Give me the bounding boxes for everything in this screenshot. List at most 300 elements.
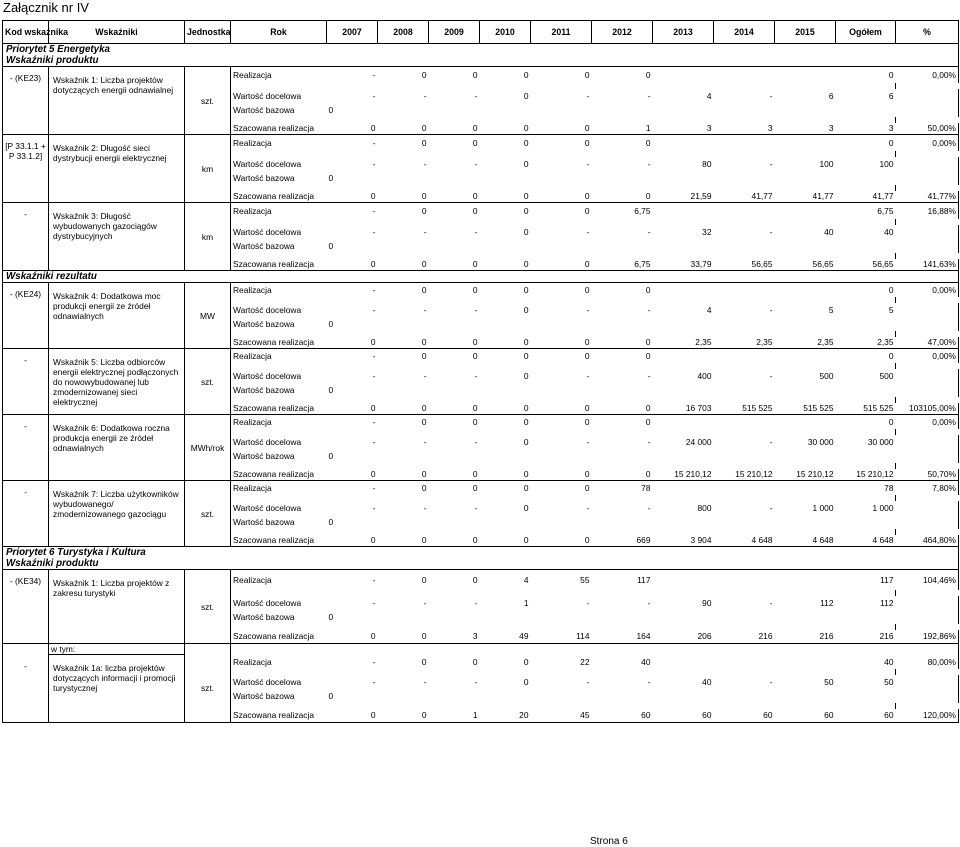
cell-value: 117: [880, 574, 894, 585]
cell-value: 0: [429, 191, 480, 203]
cell-value: -: [769, 502, 773, 513]
cell-value: [896, 689, 959, 703]
cell-value: -: [423, 90, 427, 101]
cell-value: [775, 239, 836, 253]
cell-value: 0: [429, 469, 480, 481]
cell-value: [836, 317, 896, 331]
cell-value: [896, 103, 959, 117]
cell-value: -: [372, 284, 376, 295]
cell-value: -: [474, 304, 478, 315]
row-label: Wartość bazowa: [233, 611, 295, 622]
cell-value: 0: [472, 574, 478, 585]
row-label: Realizacja: [233, 137, 272, 148]
header-cell: 2009: [429, 21, 480, 44]
cell-value: 0: [531, 259, 592, 271]
section-title: Wskaźniki produktu: [3, 558, 959, 570]
cell-value: 112: [880, 597, 894, 608]
table-row: [3, 570, 959, 590]
cell-value: -: [372, 436, 376, 447]
cell-value: 90: [702, 597, 712, 608]
cell-value: 0: [531, 403, 592, 415]
cell-value: 50,00%: [896, 123, 959, 135]
cell-value: -: [769, 304, 773, 315]
cell-value: [896, 225, 959, 239]
cell-value: 0: [523, 482, 529, 493]
row-label: Wartość bazowa: [233, 384, 295, 395]
cell-value: 5: [888, 304, 894, 315]
cell-value: -: [647, 90, 651, 101]
indicator-name: Wskaźnik 6: Dodatkowa roczna produkcja energii ze źródeł odnawialnych: [49, 415, 185, 481]
cell-value: [896, 501, 959, 515]
cell-value: 0: [888, 284, 894, 295]
section-title: Priorytet 5 Energetyka: [3, 44, 959, 56]
cell-value: 41,77: [714, 191, 775, 203]
cell-value: 0: [421, 350, 427, 361]
cell-value: -: [372, 370, 376, 381]
indicator-unit: szt.: [185, 349, 231, 415]
cell-value: 112: [820, 597, 834, 608]
cell-value: 0: [584, 69, 590, 80]
cell-value: 0: [328, 172, 334, 183]
cell-value: 0: [421, 284, 427, 295]
cell-value: -: [647, 597, 651, 608]
cell-value: -: [474, 676, 478, 687]
cell-value: 515 525: [836, 403, 896, 415]
cell-value: 16,88%: [896, 203, 959, 219]
cell-value: -: [474, 90, 478, 101]
cell-value: [775, 383, 836, 397]
cell-value: 0: [888, 137, 894, 148]
cell-value: [429, 317, 480, 331]
cell-value: [531, 449, 592, 463]
cell-value: [592, 239, 653, 253]
row-label: Wartość bazowa: [233, 240, 295, 251]
cell-value: 6,75: [877, 205, 894, 216]
cell-value: [714, 655, 775, 669]
table-row: [3, 655, 959, 669]
cell-value: -: [372, 502, 376, 513]
cell-value: -: [372, 482, 376, 493]
cell-value: 60: [653, 709, 714, 723]
cell-value: 0: [531, 191, 592, 203]
cell-value: [836, 103, 896, 117]
cell-value: 45: [531, 709, 592, 723]
row-label: Realizacja: [233, 205, 272, 216]
cell-value: 0: [328, 104, 334, 115]
cell-value: [592, 317, 653, 331]
cell-value: [653, 655, 714, 669]
cell-value: 0: [592, 191, 653, 203]
cell-value: [896, 435, 959, 449]
cell-value: [775, 570, 836, 590]
cell-value: -: [586, 158, 590, 169]
section-row: [3, 271, 959, 283]
header-cell: 2011: [531, 21, 592, 44]
cell-value: 114: [531, 630, 592, 644]
cell-value: 216: [836, 630, 896, 644]
cell-value: [531, 239, 592, 253]
cell-value: [592, 689, 653, 703]
cell-value: 0: [378, 403, 429, 415]
cell-value: [836, 171, 896, 185]
section-title: Wskaźniki rezultatu: [3, 271, 959, 283]
cell-value: [896, 515, 959, 529]
cell-value: [775, 283, 836, 297]
cell-value: [775, 449, 836, 463]
cell-value: 0: [429, 259, 480, 271]
cell-value: 0: [584, 482, 590, 493]
indicator-code: - (KE24): [3, 283, 49, 349]
cell-value: 16 703: [653, 403, 714, 415]
indicator-name: Wskaźnik 1: Liczba projektów z zakresu turystyki: [49, 570, 185, 644]
cell-value: 3 904: [653, 535, 714, 547]
cell-value: 24 000: [685, 436, 712, 447]
row-label: Realizacja: [233, 656, 272, 667]
cell-value: [653, 481, 714, 495]
cell-value: 0,00%: [896, 135, 959, 151]
cell-value: 0: [645, 137, 651, 148]
cell-value: [714, 481, 775, 495]
cell-value: 0: [328, 318, 334, 329]
cell-value: 1: [592, 123, 653, 135]
row-label: Wartość bazowa: [233, 450, 295, 461]
row-label: Szacowana realizacja: [231, 403, 327, 415]
cell-value: 0: [523, 676, 529, 687]
row-label: Wartość bazowa: [233, 690, 295, 701]
cell-value: [714, 689, 775, 703]
cell-value: 60: [775, 709, 836, 723]
cell-value: 80,00%: [896, 655, 959, 669]
indicator-name: Wskaźnik 7: Liczba użytkowników wybudowanego/ zmodernizowanego gazociągu: [49, 481, 185, 547]
cell-value: -: [372, 597, 376, 608]
cell-value: 40: [884, 656, 894, 667]
cell-value: 0: [480, 535, 531, 547]
cell-value: 0,00%: [896, 283, 959, 297]
cell-value: [896, 596, 959, 610]
cell-value: [836, 515, 896, 529]
cell-value: 0: [523, 350, 529, 361]
cell-value: [592, 449, 653, 463]
cell-value: 6: [888, 90, 894, 101]
cell-value: 0: [378, 709, 429, 723]
cell-value: [653, 570, 714, 590]
cell-value: 0: [327, 630, 378, 644]
cell-value: 0: [378, 630, 429, 644]
cell-value: [378, 239, 429, 253]
cell-value: [429, 515, 480, 529]
cell-value: -: [647, 158, 651, 169]
cell-value: 0: [327, 259, 378, 271]
cell-value: 0: [421, 69, 427, 80]
section-row: [3, 55, 959, 67]
cell-value: 0: [472, 656, 478, 667]
cell-value: [480, 383, 531, 397]
cell-value: 0: [429, 123, 480, 135]
cell-value: 1 000: [872, 502, 894, 513]
cell-value: 0: [378, 259, 429, 271]
row-label: Realizacja: [233, 69, 272, 80]
cell-value: 47,00%: [896, 337, 959, 349]
cell-value: 15 210,12: [714, 469, 775, 481]
cell-value: 40: [641, 656, 651, 667]
cell-value: [896, 171, 959, 185]
cell-value: -: [372, 416, 376, 427]
cell-value: 0: [523, 656, 529, 667]
header-cell: 2013: [653, 21, 714, 44]
cell-value: [378, 103, 429, 117]
cell-value: 50,70%: [896, 469, 959, 481]
cell-value: 515 525: [775, 403, 836, 415]
cell-value: [714, 317, 775, 331]
cell-value: 0: [421, 205, 427, 216]
cell-value: 0: [421, 574, 427, 585]
cell-value: 0: [429, 403, 480, 415]
cell-value: 2,35: [836, 337, 896, 349]
cell-value: [836, 689, 896, 703]
cell-value: 0: [531, 337, 592, 349]
cell-value: [714, 171, 775, 185]
cell-value: [896, 383, 959, 397]
row-label: Wartość bazowa: [233, 172, 295, 183]
cell-value: -: [769, 597, 773, 608]
cell-value: 15 210,12: [775, 469, 836, 481]
cell-value: -: [474, 226, 478, 237]
cell-value: 0: [592, 403, 653, 415]
cell-value: [653, 239, 714, 253]
cell-value: 60: [592, 709, 653, 723]
cell-value: [480, 689, 531, 703]
cell-value: [896, 449, 959, 463]
cell-value: 0: [327, 709, 378, 723]
cell-value: [429, 239, 480, 253]
cell-value: 41,77: [836, 191, 896, 203]
cell-value: 55: [580, 574, 590, 585]
cell-value: 0: [523, 416, 529, 427]
cell-value: 4 648: [836, 535, 896, 547]
cell-value: 0: [327, 403, 378, 415]
cell-value: [775, 67, 836, 83]
header-cell: 2007: [327, 21, 378, 44]
cell-value: 40: [824, 226, 834, 237]
cell-value: [378, 515, 429, 529]
cell-value: [653, 415, 714, 429]
cell-value: -: [372, 304, 376, 315]
cell-value: [480, 610, 531, 624]
cell-value: 4: [706, 304, 712, 315]
row-label: Realizacja: [233, 574, 272, 585]
cell-value: [775, 135, 836, 151]
cell-value: 0: [584, 350, 590, 361]
cell-value: [429, 449, 480, 463]
cell-value: 0: [480, 337, 531, 349]
section-title: Priorytet 6 Turystyka i Kultura: [3, 547, 959, 559]
cell-value: 0: [523, 502, 529, 513]
cell-value: -: [474, 597, 478, 608]
indicator-code: -: [3, 349, 49, 415]
cell-value: 78: [641, 482, 651, 493]
indicator-unit: szt.: [185, 67, 231, 135]
cell-value: 1: [429, 709, 480, 723]
cell-value: [531, 610, 592, 624]
cell-value: 100: [879, 158, 894, 169]
cell-value: [896, 239, 959, 253]
cell-value: -: [372, 137, 376, 148]
cell-value: 0: [645, 69, 651, 80]
table-row: [3, 481, 959, 495]
cell-value: 0: [523, 226, 529, 237]
row-label: Szacowana realizacja: [231, 191, 327, 203]
cell-value: [480, 515, 531, 529]
cell-value: 0: [327, 191, 378, 203]
cell-value: -: [586, 597, 590, 608]
table-row: [3, 349, 959, 363]
row-label: Szacowana realizacja: [231, 709, 327, 723]
cell-value: 0: [584, 284, 590, 295]
row-label: Wartość docelowa: [233, 90, 302, 101]
cell-value: [836, 239, 896, 253]
indicator-unit: km: [185, 203, 231, 271]
cell-value: 4: [706, 90, 712, 101]
cell-value: 0: [584, 137, 590, 148]
cell-value: [429, 171, 480, 185]
indicator-code: - (KE34): [3, 570, 49, 644]
cell-value: 56,65: [775, 259, 836, 271]
table-row: [3, 135, 959, 151]
cell-value: 20: [480, 709, 531, 723]
cell-value: [480, 103, 531, 117]
cell-value: 0: [531, 535, 592, 547]
cell-value: [775, 415, 836, 429]
spacer-cell: [3, 644, 49, 655]
cell-value: -: [647, 226, 651, 237]
cell-value: 0: [523, 137, 529, 148]
table-row: [3, 283, 959, 297]
cell-value: 192,86%: [896, 630, 959, 644]
cell-value: [429, 103, 480, 117]
header-cell: 2010: [480, 21, 531, 44]
cell-value: 4: [523, 574, 529, 585]
cell-value: 33,79: [653, 259, 714, 271]
cell-value: 22: [580, 656, 590, 667]
cell-value: 50: [884, 676, 894, 687]
cell-value: 50: [824, 676, 834, 687]
cell-value: 0: [328, 611, 334, 622]
indicator-code: -: [3, 655, 49, 723]
indicator-name: Wskaźnik 5: Liczba odbiorców energii elektrycznej podłączonych do nowowybudowanej lub zmodernizowanej sieci elektrycznej: [49, 349, 185, 415]
cell-value: -: [372, 350, 376, 361]
cell-value: [653, 203, 714, 219]
indicator-unit: km: [185, 135, 231, 203]
table-row: [3, 203, 959, 219]
cell-value: [592, 515, 653, 529]
cell-value: [775, 317, 836, 331]
cell-value: -: [586, 436, 590, 447]
cell-value: [714, 415, 775, 429]
cell-value: 0,00%: [896, 415, 959, 429]
cell-value: 0: [531, 469, 592, 481]
cell-value: -: [586, 676, 590, 687]
cell-value: [714, 135, 775, 151]
cell-value: 0: [645, 350, 651, 361]
cell-value: 0: [378, 123, 429, 135]
row-label: Wartość docelowa: [233, 226, 302, 237]
cell-value: 120,00%: [896, 709, 959, 723]
section-row: [3, 44, 959, 56]
cell-value: 3: [775, 123, 836, 135]
cell-value: [592, 171, 653, 185]
cell-value: [775, 610, 836, 624]
indicator-code: -: [3, 481, 49, 547]
cell-value: 0: [480, 191, 531, 203]
cell-value: -: [423, 158, 427, 169]
header-cell: Wskaźniki: [49, 21, 185, 44]
row-label: Wartość docelowa: [233, 158, 302, 169]
cell-value: [775, 349, 836, 363]
cell-value: [896, 610, 959, 624]
cell-value: [592, 103, 653, 117]
cell-value: 6,75: [592, 259, 653, 271]
cell-value: -: [769, 90, 773, 101]
row-label: Wartość docelowa: [233, 304, 302, 315]
cell-value: 0: [523, 69, 529, 80]
cell-value: -: [372, 676, 376, 687]
cell-value: [378, 449, 429, 463]
cell-value: -: [769, 226, 773, 237]
cell-value: 0: [480, 123, 531, 135]
cell-value: 0: [421, 482, 427, 493]
cell-value: 80: [702, 158, 712, 169]
cell-value: 3: [429, 630, 480, 644]
indicator-name: Wskaźnik 3: Długość wybudowanych gazociągów dystrybucyjnych: [49, 203, 185, 271]
cell-value: 60: [714, 709, 775, 723]
indicator-unit: szt.: [185, 570, 231, 644]
cell-value: -: [474, 158, 478, 169]
cell-value: [714, 383, 775, 397]
row-label: Wartość docelowa: [233, 502, 302, 513]
cell-value: 5: [828, 304, 834, 315]
cell-value: 1 000: [812, 502, 834, 513]
cell-value: 0,00%: [896, 349, 959, 363]
cell-value: 0: [888, 350, 894, 361]
cell-value: -: [647, 502, 651, 513]
cell-value: -: [423, 304, 427, 315]
cell-value: 2,35: [653, 337, 714, 349]
cell-value: 7,80%: [896, 481, 959, 495]
cell-value: -: [647, 370, 651, 381]
cell-value: [896, 303, 959, 317]
cell-value: 41,77: [775, 191, 836, 203]
row-label: Wartość bazowa: [233, 318, 295, 329]
cell-value: 0: [327, 535, 378, 547]
header-cell: Ogółem: [836, 21, 896, 44]
row-label: Szacowana realizacja: [231, 259, 327, 271]
table-row: [3, 67, 959, 83]
cell-value: [531, 171, 592, 185]
cell-value: 104,46%: [896, 570, 959, 590]
cell-value: 78: [884, 482, 894, 493]
cell-value: [896, 317, 959, 331]
cell-value: 206: [653, 630, 714, 644]
cell-value: -: [372, 226, 376, 237]
cell-value: 164: [592, 630, 653, 644]
cell-value: 40: [884, 226, 894, 237]
cell-value: [714, 610, 775, 624]
cell-value: 216: [714, 630, 775, 644]
cell-value: -: [769, 158, 773, 169]
indicator-code: - (KE23): [3, 67, 49, 135]
cell-value: -: [586, 370, 590, 381]
cell-value: 0: [523, 90, 529, 101]
